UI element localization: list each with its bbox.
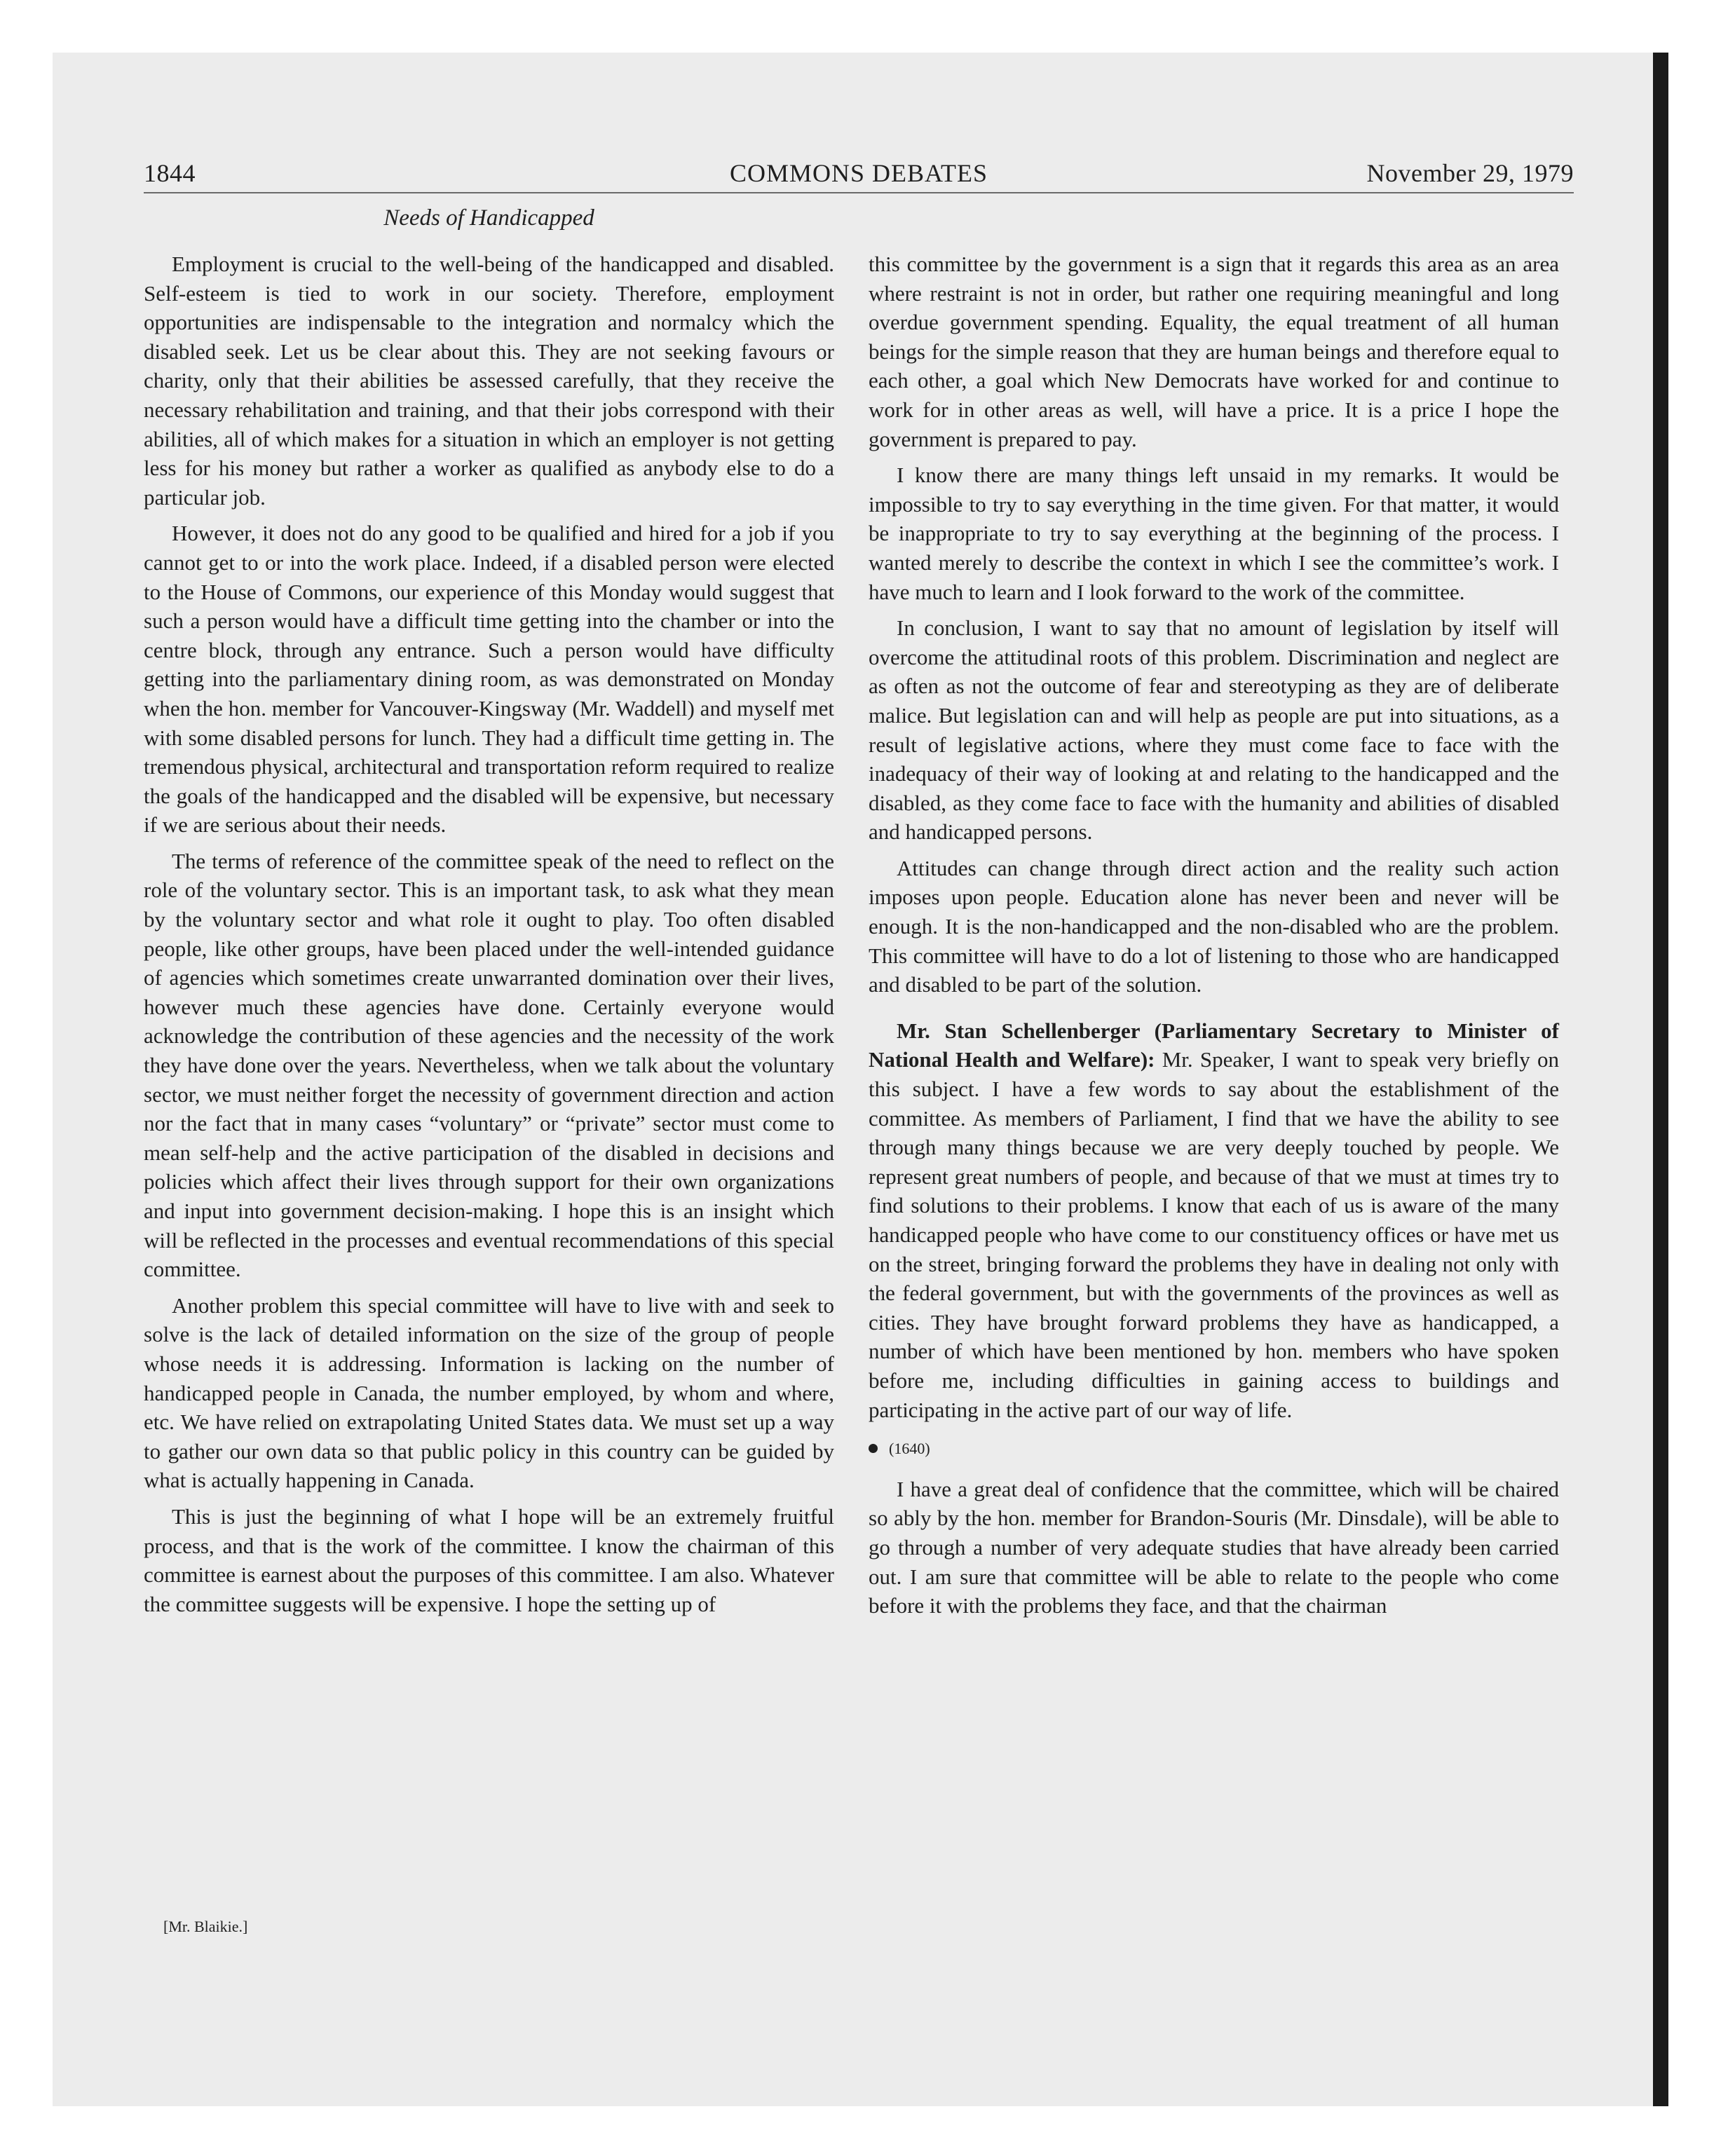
page-number: 1844 <box>144 159 196 187</box>
publication-title: COMMONS DEBATES <box>729 159 988 187</box>
speaker-paragraph <box>869 1016 1559 1424</box>
paragraph: I know there are many things left unsaid in my remarks. It would be impossible to try to say everything in the time given. For that matter, it would be inappropriate to try to say everything at the beginning of the process. I wanted merely to describe the context in which I see the committee’s work. I have much to learn and I look forward to the work of the committee. <box>869 463 1559 604</box>
left-column <box>144 203 834 1625</box>
bullet-icon <box>869 1444 878 1453</box>
sitting-date: November 29, 1979 <box>1366 159 1574 187</box>
running-header <box>144 158 1574 191</box>
document-page <box>144 0 1574 2156</box>
paragraph: The terms of reference of the committee speak of the need to reflect on the role of the voluntary sector. This is an important task, to ask what they mean by the voluntary sector and what role it ought to play. Too often disabled people, like other groups, have been placed under the well-intended guidance of agencies which sometimes create unwarranted domination over their lives, however much these agencies have done. Certainly everyone would acknowledge the contribution of these agencies and the necessity of the work they have done over the years. Nevertheless, when we talk about the voluntary sector, we must neither forget the necessity of government direction and action nor the fact that in many cases “voluntary” or “private” sector must come to mean self-help and the active participation of the disabled in decisions and policies which affect their lives through support for their own organizations and input into government decision-making. I hope this is an insight which will be reflected in the processes and eventual recommendations of this special committee. <box>144 848 834 1282</box>
timestamp-marker <box>869 1434 1559 1464</box>
paragraph: However, it does not do any good to be qualified and hired for a job if you cannot get to or into the work place. Indeed, if a disabled person were elected to the House of Commons, our experience of this Monday would suggest that such a person would have a difficult time getting into the chamber or into the centre block, through any entrance. Such a person would have difficulty getting into the parliamentary dining room, as was demonstrated on Monday when the hon. member for Vancouver-Kingsway (Mr. Waddell) and myself met with some disabled persons for lunch. They had a difficult time getting in. The tremendous physical, architectural and transportation reform required to realize the goals of the handicapped and the disabled will be expensive, but necessary if we are serious about their needs. <box>144 521 834 838</box>
paragraph: Employment is crucial to the well-being of the handicapped and disabled. Self-esteem is tied to work in our society. Therefore, employment opportunities are indispensable to the integration and normalcy which the disabled seek. Let us be clear about this. They are not seeking favours or charity, only that their abilities be assessed carefully, that they receive the necessary rehabilitation and training, and that their jobs correspond with their abilities, all of which makes for a situation in which an employer is not getting less for his money but rather a worker as qualified as anybody else to do a particular job. <box>144 252 834 510</box>
paragraph: I have a great deal of confidence that the committee, which will be chaired so ably by the hon. member for Brandon-Souris (Mr. Dinsdale), will be able to go through a number of very adequate studies that have already been carried out. I am sure that committee will be able to relate to the people who come before it with the problems they face, and that the chairman <box>869 1476 1559 1618</box>
header-rule <box>144 192 1574 193</box>
right-column <box>869 250 1559 1628</box>
speaker-remarks: Mr. Speaker, I want to speak very briefly on this subject. I have a few words to say about the establishment of the committee. As members of Parliament, I find that we have the ability to see through many things because we are very deeply touched by people. We represent great numbers of people, and because of that we must at times try to find solutions to their problems. I know that each of us is aware of the many handicapped people who have come to our constituency offices or have met us on the street, bringing forward the problems they have in dealing not only with the federal government, but with the governments of the provinces as well as cities. They have brought forward problems they have as handicapped, a number of which have been mentioned by hon. members who have spoken before me, including difficulties in gaining access to buildings and participating in the active part of our way of life. <box>869 1047 1559 1422</box>
paragraph: In conclusion, I want to say that no amount of legislation by itself will overcome the attitudinal roots of this problem. Discrimination and neglect are as often as not the outcome of fear and stereotyping as they are of deliberate malice. But legislation can and will help as people are put into situations, as a result of legislative actions, where they must come face to face with the inadequacy of their way of looking at and relating to the handicapped and the disabled, as they come face to face with the humanity and abilities of disabled and handicapped persons. <box>869 615 1559 845</box>
paragraph: this committee by the government is a sign that it regards this area as an area where restraint is not in order, but rather one requiring meaningful and long overdue government spending. Equality, the equal treatment of all human beings for the simple reason that they are human beings and therefore equal to each other, a goal which New Democrats have worked for and continue to work for in other areas as well, will have a price. It is a price I hope the government is prepared to pay. <box>869 252 1559 451</box>
scan-edge-shadow <box>1653 53 1668 2106</box>
speaker-tag: [Mr. Blaikie.] <box>163 1918 248 1935</box>
speaker-name: Mr. Stan Schellenberger (Parliamentary Secretary to Minister of National Health and Welfare): <box>869 1018 1559 1072</box>
paragraph: Attitudes can change through direct action and the reality such action imposes upon people. Education alone has never been and never will be enough. It is the non-handicapped and the non-disabled who are the problem. This committee will have to do a lot of listening to those who are handicapped and disabled to be part of the solution. <box>869 855 1559 997</box>
paragraph: Another problem this special committee will have to live with and seek to solve is the lack of detailed information on the size of the group of people whose needs it is addressing. Information is lacking on the number of handicapped people in Canada, the number employed, by whom and where, etc. We have relied on extrapolating United States data. We must set up a way to gather our own data so that public policy in this country can be guided by what is actually happening in Canada. <box>144 1292 834 1493</box>
paragraph: This is just the beginning of what I hope will be an extremely fruitful process, and that is the work of the committee. I know the chairman of this committee is earnest about the purposes of this committee. I am also. Whatever the committee suggests will be expensive. I hope the setting up of <box>144 1503 834 1616</box>
section-heading: Needs of Handicapped <box>383 205 594 231</box>
timestamp: (1640) <box>889 1440 930 1458</box>
